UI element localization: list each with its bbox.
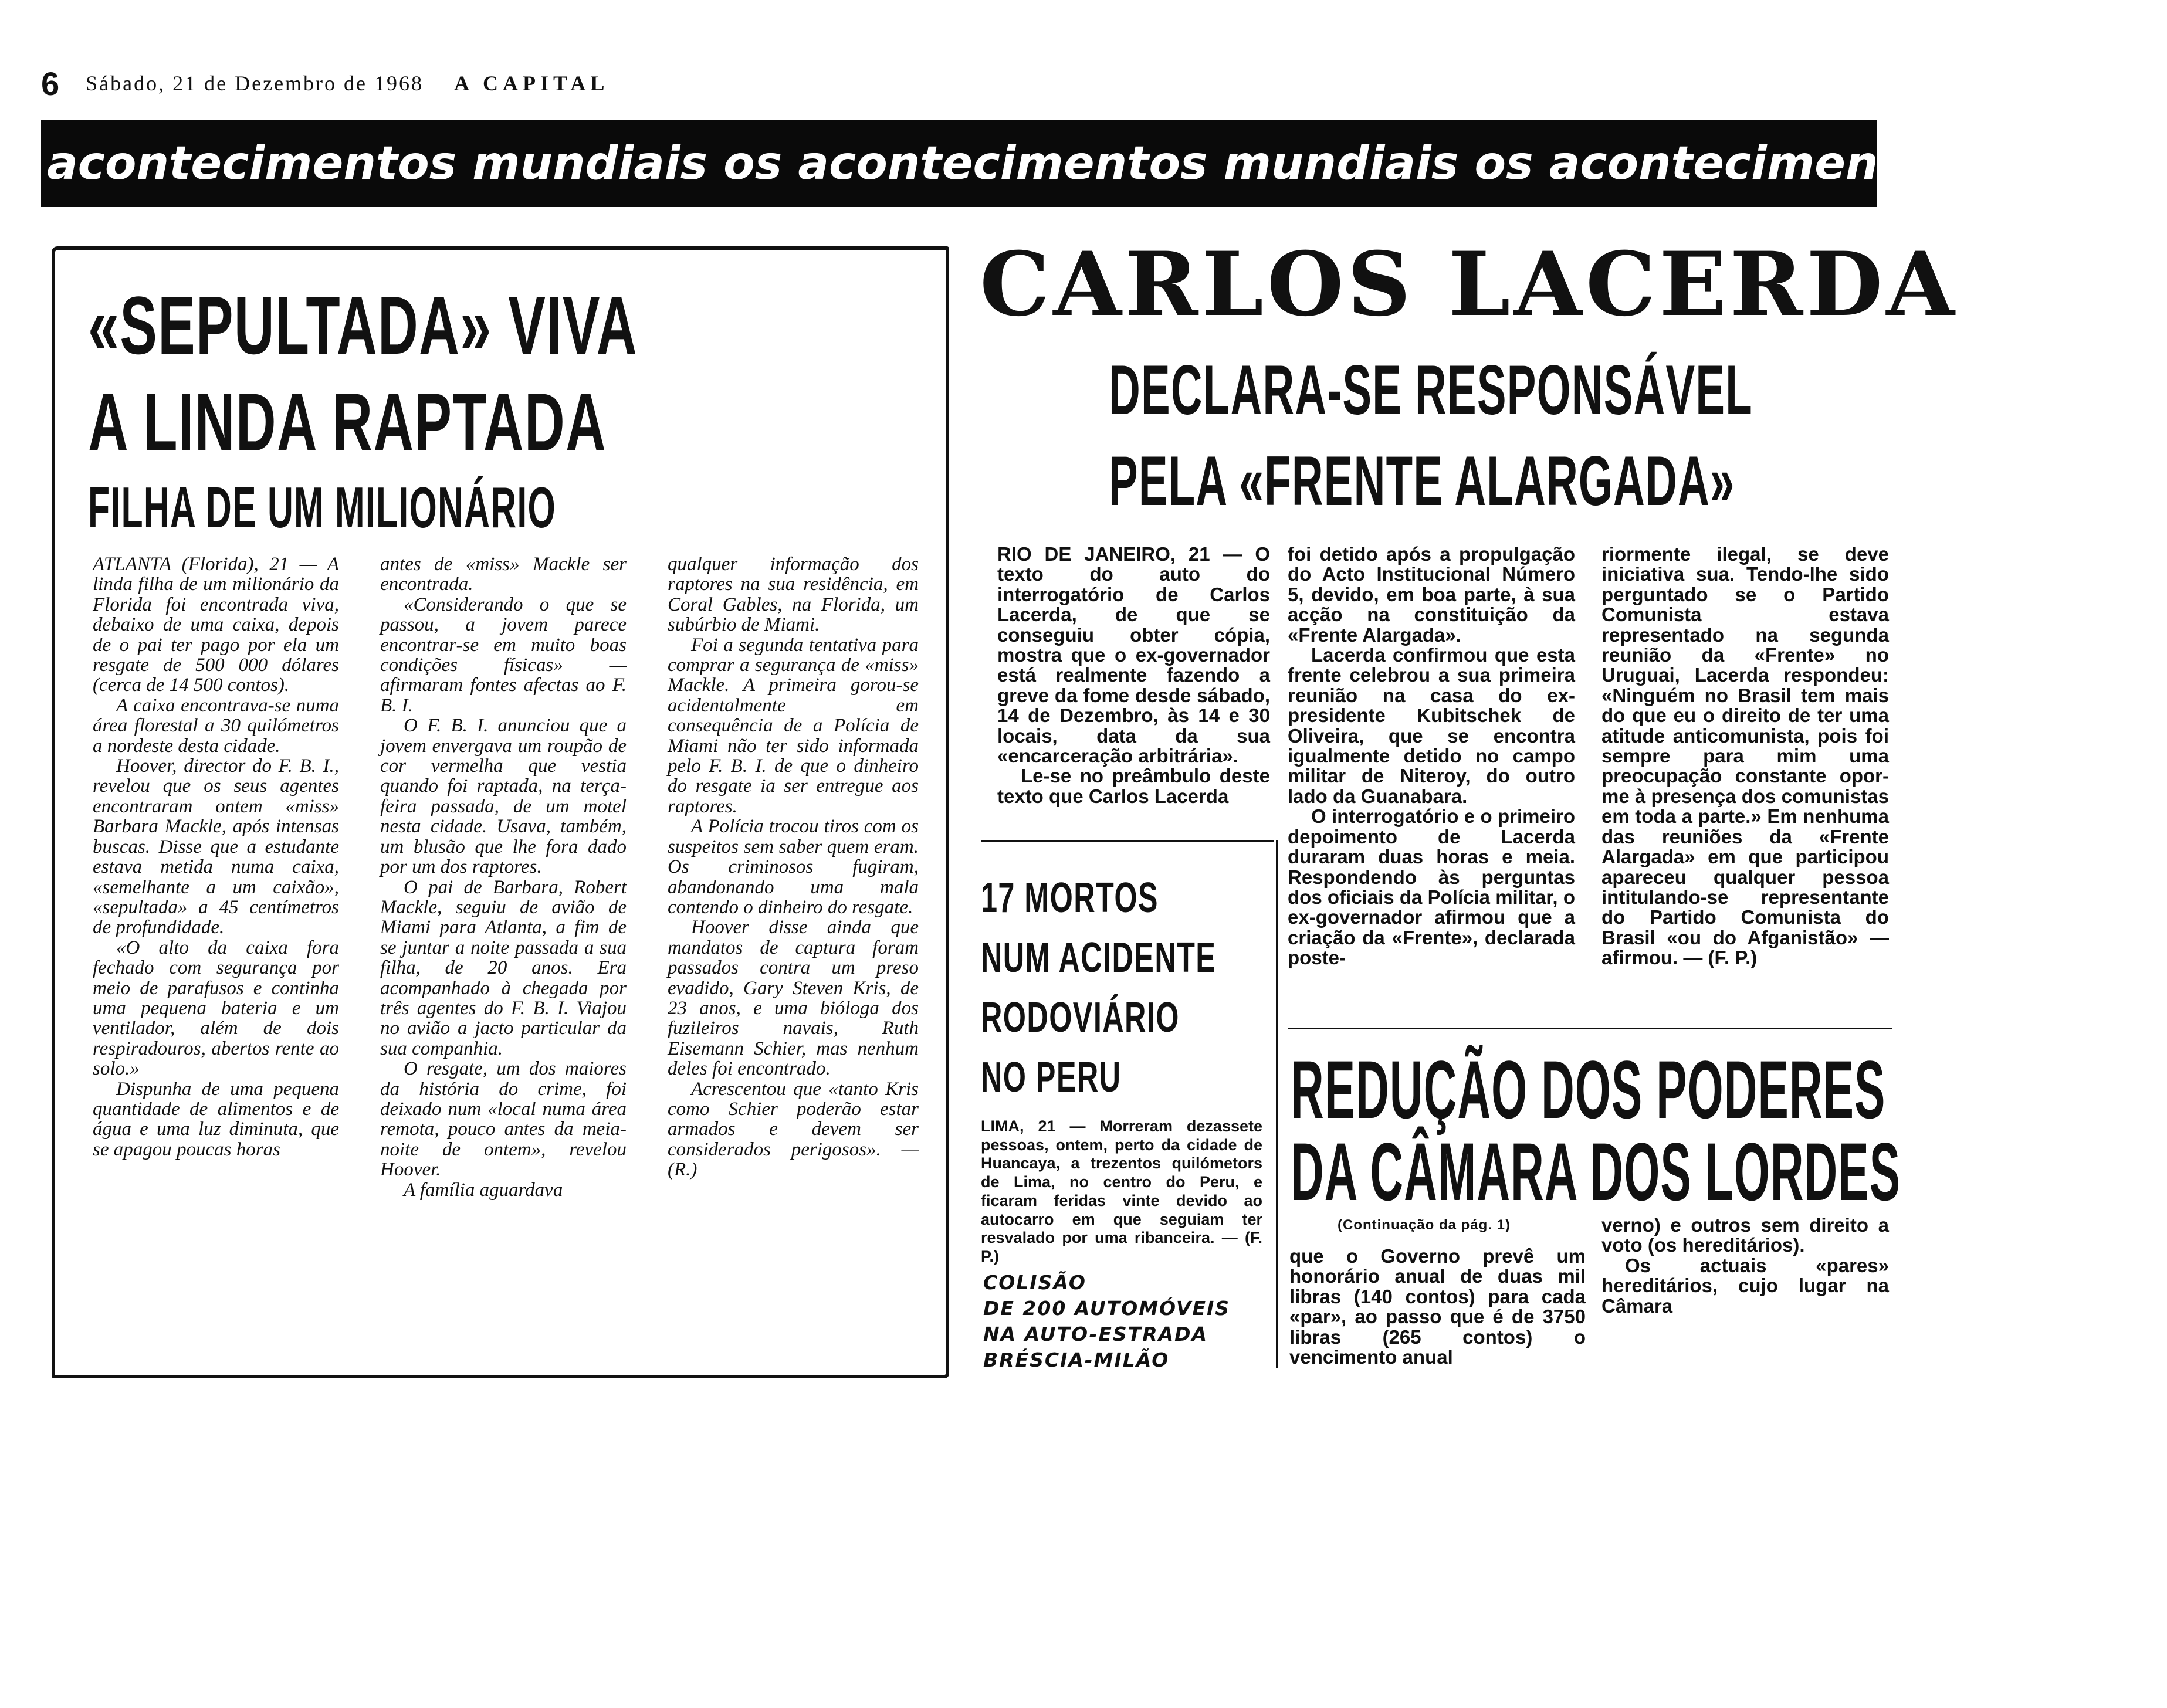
masthead xyxy=(41,65,609,117)
issue-date: Sábado, 21 de Dezembro de 1968 xyxy=(86,72,424,95)
continuation-note: (Continuação da pág. 1) xyxy=(1338,1217,1511,1233)
linda-column-3 xyxy=(668,554,919,1180)
page-number: 6 xyxy=(41,65,62,102)
linda-column-1 xyxy=(93,554,339,1160)
paragraph: ATLANTA (Florida), 21 — A linda filha de um milionário da Florida foi encontrada viva, debaixo de uma caixa, depois de o pai ter pago por ela um resgate de 500 000 dólares (cerca de 14 500 contos). xyxy=(93,554,339,696)
headline-17-mortos: 17 MORTOS xyxy=(981,875,1159,921)
colisao-teaser xyxy=(983,1270,1230,1373)
paragraph: qualquer informação dos raptores na sua residência, em Coral Gables, na Florida, um subúrbio de Miami. xyxy=(668,554,919,636)
paragraph: verno) e outros sem direito a voto (os hereditários). xyxy=(1601,1214,1889,1256)
lordes-column-1 xyxy=(1289,1246,1586,1367)
newspaper-name: A CAPITAL xyxy=(454,72,610,95)
lacerda-column-3 xyxy=(1601,544,1889,968)
headline-filha-milionario: FILHA DE UM MILIONÁRIO xyxy=(88,475,556,540)
teaser-line: COLISÃO xyxy=(983,1271,1086,1294)
column-rule xyxy=(1276,840,1278,1368)
paragraph: Hoover, director do F. B. I., revelou que os seus agentes encontraram ontem «miss» Barbara Mackle, após intensas buscas. Disse que a estudante estava metida numa caixa, «semelhante a um caixão», «sepultada» a 45 centímetros de profundidade. xyxy=(93,755,339,938)
paragraph: A Polícia trocou tiros com os suspeitos sem saber quem eram. Os criminosos fugiram, abandonando uma mala contendo o dinheiro do resgate. xyxy=(668,816,919,918)
paragraph: foi detido após a propulgação do Acto Institucional Número 5, devido, em boa parte, à sua acção na constituição da «Frente Alargada». xyxy=(1288,543,1575,646)
paragraph: LIMA, 21 — Morreram dezassete pessoas, ontem, perto da cidade de Huancaya, a trezentos quilómetors de Lima, no centro do Peru, e ficaram feridas vinte devido ao autocarro em que seguiam ter resvalado por uma ribanceira. — (F. P.) xyxy=(981,1117,1262,1265)
paragraph: Hoover disse ainda que mandatos de captura foram passados contra um preso evadido, Gary Steven Kris, de 23 anos, e uma bióloga dos fuzileiros navais, Ruth Eisemann Schier, mas nenhum deles foi encontrado. xyxy=(668,917,919,1080)
headline-sepultada-viva: «SEPULTADA» VIVA xyxy=(88,279,638,371)
banner-text: acontecimentos mundiais os acontecimentos mundiais os acontecimentos mundia xyxy=(47,137,2167,190)
paragraph: riormente ilegal, se deve iniciativa sua. Tendo-lhe sido perguntado se o Partido Comunista estava representado na segunda reunião da «Frente» no Uruguai, Lacerda respondeu: «Ninguém no Brasil tem mais do que eu o direito de ter uma atitude anticomunista, pois foi sempre para mim uma preocupação constante opor-me à presença dos comunistas em toda a parte.» Em nenhuma das reuniões da «Frente Alargada» em que participou apareceu qualquer pessoa intitulando-se representante do Partido Comunista do Brasil «ou do Afganistão» — afirmou. — (F. P.) xyxy=(1601,543,1889,969)
paragraph: Os actuais «pares» hereditários, cujo lugar na Câmara xyxy=(1601,1254,1889,1317)
headline-linda-raptada: A LINDA RAPTADA xyxy=(88,376,607,468)
paragraph: «Considerando o que se passou, a jovem parece encontrar-se em muito boas condições físicas» — afirmaram fontes afectas ao F. B. I. xyxy=(380,594,627,716)
lacerda-column-1 xyxy=(997,544,1270,806)
paragraph: Foi a segunda tentativa para comprar a segurança de «miss» Mackle. A primeira gorou-se acidentalmente em consequência de a Polícia de Miami não ter sido informada pelo F. B. I. de que o dinheiro do resgate ia ser entregue aos raptores. xyxy=(668,634,919,817)
paragraph: «O alto da caixa fora fechado com segurança por meio de parafusos e continha uma pequena bateria e um ventilador, além de dois respiradouros, abertos rente ao solo.» xyxy=(93,937,339,1080)
headline-camara-lordes: DA CÂMARA DOS LORDES xyxy=(1291,1126,1901,1218)
lacerda-column-2 xyxy=(1288,544,1575,968)
headline-declara-responsavel: DECLARA-SE RESPONSÁVEL xyxy=(1109,351,1753,429)
headline-no-peru: NO PERU xyxy=(981,1054,1122,1101)
paragraph: Lacerda confirmou que esta frente celebrou a sua primeira reunião na casa do ex-presidente Kubitschek de Oliveira, que se encontra igualmente detido no campo militar de Niteroy, do outro lado da Guanabara. xyxy=(1288,644,1575,807)
headline-frente-alargada: PELA «FRENTE ALARGADA» xyxy=(1109,442,1735,520)
headline-num-acidente: NUM ACIDENTE xyxy=(981,934,1217,981)
lordes-column-2 xyxy=(1601,1214,1889,1317)
paragraph: A caixa encontrava-se numa área florestal a 30 quilómetros a nordeste desta cidade. xyxy=(93,694,339,757)
paragraph: Le-se no preâmbulo deste texto que Carlos Lacerda xyxy=(997,765,1270,807)
section-banner xyxy=(41,120,2167,207)
paragraph: O interrogatório e o primeiro depoimento de Lacerda duraram duas horas e meia. Respondendo às perguntas dos oficiais da Polícia militar, o ex-governador afirmou que a criação da «Frente», declarada poste- xyxy=(1288,805,1575,969)
paragraph: O F. B. I. anunciou que a jovem envergava um roupão de cor vermelha que vestia quando foi raptada, na terça-feira passada, de um motel nesta cidade. Usava, também, um blusão que lhe fora dado por um dos raptores. xyxy=(380,715,627,878)
linda-column-2 xyxy=(380,554,627,1200)
paragraph: Dispunha de uma pequena quantidade de alimentos e de água e uma luz diminuta, que se apagou poucas horas xyxy=(93,1078,339,1160)
teaser-line: NA AUTO-ESTRADA xyxy=(983,1323,1208,1346)
teaser-line: DE 200 AUTOMÓVEIS xyxy=(983,1297,1231,1320)
paragraph: O pai de Barbara, Robert Mackle, seguiu de avião de Miami para Atlanta, a fim de se juntar a noite passada a sua filha, de 20 anos. Era acompanhado à chegada por três agentes do F. B. I. Viajou no avião a jacto particular da sua companhia. xyxy=(380,876,627,1059)
paragraph: RIO DE JANEIRO, 21 — O texto do auto do interrogatório de Carlos Lacerda, de que se conseguiu obter cópia, mostra que o ex-governador está realmente fazendo a greve da fome desde sábado, 14 de Dezembro, às 14 e 30 locais, data da sua «encarceração arbitrária». xyxy=(997,543,1270,767)
peru-body xyxy=(981,1117,1262,1266)
headline-rodoviario: RODOVIÁRIO xyxy=(981,994,1180,1041)
paragraph: O resgate, um dos maiores da história do crime, foi deixado num «local numa área remota, pouco antes da meia-noite de ontem», revelou Hoover. xyxy=(380,1058,627,1181)
headline-carlos-lacerda: CARLOS LACERDA xyxy=(980,233,1958,336)
teaser-line: BRÉSCIA-MILÃO xyxy=(983,1348,1170,1371)
paragraph: que o Governo prevê um honorário anual de duas mil libras (140 contos) para cada «par», ao passo que é de 3750 libras (265 contos) o vencimento anual xyxy=(1289,1245,1586,1368)
divider-rule xyxy=(1288,1028,1892,1029)
paragraph: antes de «miss» Mackle ser encontrada. xyxy=(380,554,627,595)
paragraph: Acrescentou que «tanto Kris como Schier poderão estar armados e devem ser considerados perigosos». — (R.) xyxy=(668,1078,919,1181)
headline-reducao-poderes: REDUÇÃO DOS PODERES xyxy=(1291,1043,1886,1136)
divider-rule xyxy=(981,840,1274,842)
paragraph: A família aguardava xyxy=(404,1179,563,1201)
